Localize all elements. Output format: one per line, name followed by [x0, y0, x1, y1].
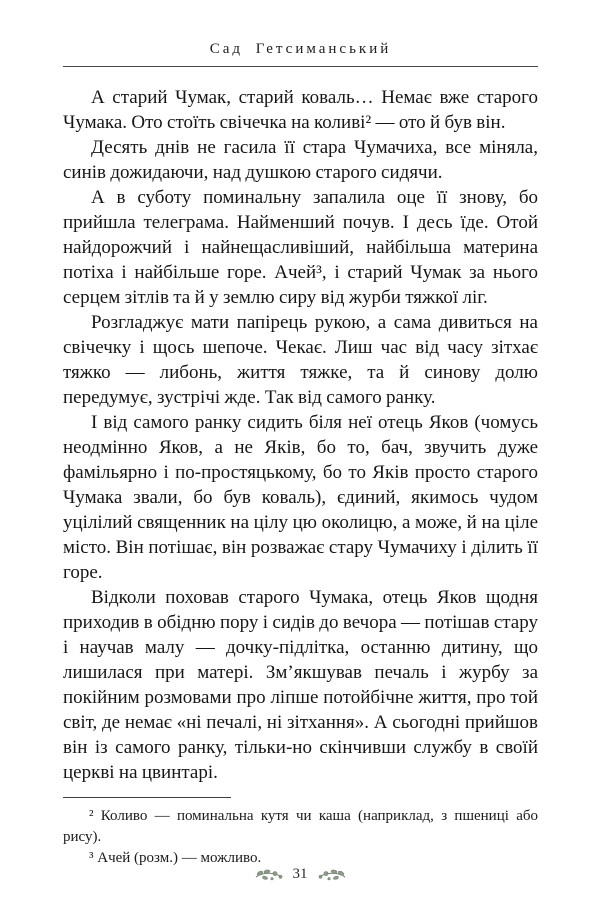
paragraph: Розгладжує мати папірець рукою, а сама дивиться на свічечку і щось шепоче. Чекає. Лиш час від часу зітхає тяжко — либонь, життя тяжке, та й синову долю передумує, зустрічі жде. Так від самого ранку.: [63, 312, 538, 408]
floral-ornament-right-icon: [317, 868, 347, 884]
page-footer: [0, 867, 600, 884]
body-text: [63, 85, 538, 785]
paragraph: А в суботу поминальну запалила оце її знову, бо прийшла телеграма. Найменший почув. І десь їде. Отой найдорожчий і найнещасливіший, найбільша материна потіха і найбільше горе. Ачей³, і старий Чумак за нього серцем зітлів та й у землю сиру від журби тяжкої ліг.: [63, 187, 538, 308]
footnote: ² Коливо — поминальна кутя чи каша (наприклад, з пшениці або рису).: [63, 808, 538, 845]
running-header: [63, 42, 538, 67]
paragraph: А старий Чумак, старий коваль… Немає вже старого Чумака. Ото стоїть свічечка на коливі² — ото й був він.: [63, 87, 538, 133]
paragraph: І від самого ранку сидить біля неї отець Яков (чомусь неодмінно Яков, а не Яків, бо то, бач, звучить дуже фамільярно і по-простяцькому, бо то Яків просто старого Чумака звали, бо був коваль), єдиний, якимось чудом уцілілий священник на цілу цю околицю, а може, й на ціле місто. Він потішає, він розважає стару Чумачиху і ділить її горе.: [63, 412, 538, 583]
footnote-rule: [63, 797, 231, 798]
page-header-title: Сад Гетсиманський: [209, 41, 392, 57]
footnotes: [63, 797, 538, 869]
page-number: 31: [292, 866, 308, 882]
footnote: ³ Ачей (розм.) — можливо.: [89, 850, 262, 866]
floral-ornament-left-icon: [254, 868, 284, 884]
paragraph: Десять днів не гасила її стара Чумачиха, все міняла, синів дожидаючи, над душкою старого сидячи.: [63, 137, 538, 183]
header-rule: [63, 66, 538, 67]
paragraph: Відколи поховав старого Чумака, отець Яков щодня приходив в обідню пору і сидів до вечора — потішав стару і научав малу — дочку-підлітка, останню дитину, що лишилася при матері. Зм’якшував печаль і журбу за покійним розмовами про ліпше потойбічне життя, про той світ, де немає «ні печалі, ні зітхання». А сьогодні прийшов він із самого ранку, тільки-но скінчивши службу в своїй церкві на цвинтарі.: [63, 587, 538, 783]
